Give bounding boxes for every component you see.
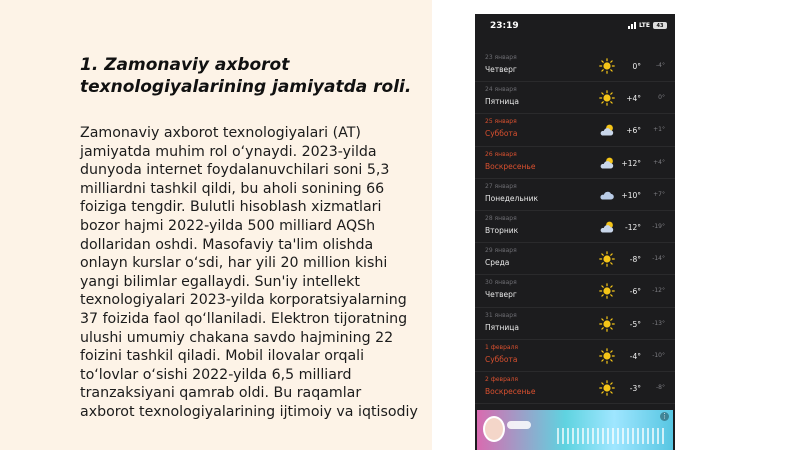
forecast-day: Воскресенье <box>485 161 536 171</box>
forecast-high: -4° <box>629 351 641 361</box>
status-icons <box>628 22 667 29</box>
partly-cloudy-icon <box>599 122 615 138</box>
forecast-high: -3° <box>629 383 641 393</box>
status-time: 23:19 <box>490 21 519 31</box>
forecast-date: 23 января <box>485 54 517 61</box>
forecast-high: -8° <box>629 255 641 265</box>
status-bar <box>475 14 675 38</box>
forecast-day: Понедельник <box>485 193 539 203</box>
forecast-low: -4° <box>656 62 665 69</box>
forecast-row[interactable] <box>475 50 675 82</box>
forecast-date: 1 февраля <box>485 343 519 351</box>
cloud-icon <box>599 187 615 203</box>
forecast-date: 29 января <box>485 247 517 255</box>
forecast-high: +12° <box>621 158 641 168</box>
sun-icon <box>599 251 615 267</box>
forecast-date: 30 января <box>485 279 517 287</box>
network-type: LTE <box>638 22 650 29</box>
forecast-row[interactable] <box>475 243 675 275</box>
forecast-date: 27 января <box>485 182 517 190</box>
forecast-day: Пятница <box>485 97 519 107</box>
forecast-low: -13° <box>652 319 665 327</box>
ad-avatar <box>483 416 505 442</box>
sun-icon <box>599 380 615 396</box>
forecast-date: 26 января <box>485 150 517 158</box>
forecast-high: -5° <box>629 319 641 329</box>
slide-body-text: Zamonaviy axborot texnologiyalari (AT) jamiyatda muhim rol o‘ynaydi. 2023-yilda dunyoda internet foydalanuvchilari soni 5,3 milliardni tashkil qildi, bu aholi sonining 66 foiziga tengdir. Bulutli hisoblash xizmatlari bozor hajmi 2022-yilda 500 milliard AQSh dollaridan oshdi. Masofaviy ta'lim olishda onlayn kurslar o‘sdi, har yili 20 million kishi yangi bilimlar egallaydi. Sun'iy intellekt texnologiyalari 2023-yilda korporatsiyalarning 37 foizida faol qo‘llaniladi. Elektron tijoratning ulushi umumiy chakana savdo hajmining 22 foizini tashkil qiladi. Mobil ilovalar orqali to‘lovlar o‘sishi 2022-yilda 6,5 milliard tranzaksiyani qamrab oldi. Bu raqamlar axborot texnologiyalarining ijtimoiy va iqtisodiy <box>80 125 418 420</box>
forecast-high: -6° <box>629 287 641 297</box>
forecast-day: Воскресенье <box>485 386 536 396</box>
forecast-day: Пятница <box>485 322 519 332</box>
forecast-row[interactable] <box>475 114 675 146</box>
forecast-low: -19° <box>652 222 665 230</box>
sun-icon <box>599 90 615 106</box>
more-options-icon[interactable]: ⋮ <box>661 412 668 420</box>
forecast-row[interactable] <box>475 179 675 211</box>
forecast-low: -10° <box>652 351 665 359</box>
forecast-date: 2 февраля <box>485 375 519 383</box>
forecast-row[interactable] <box>475 147 675 179</box>
ad-graphic <box>557 428 667 444</box>
forecast-high: +4° <box>626 94 641 104</box>
forecast-date: 24 января <box>485 86 517 94</box>
forecast-low: +7° <box>653 190 665 198</box>
battery-icon: 43 <box>653 22 667 29</box>
forecast-row[interactable] <box>475 308 675 340</box>
forecast-high: +6° <box>626 126 641 136</box>
slide-title: 1. Zamonaviy axborot texnologiyalarining jamiyatda roli. <box>80 55 412 97</box>
forecast-list <box>475 50 675 404</box>
forecast-day: Вторник <box>485 225 519 235</box>
sun-icon <box>599 348 615 364</box>
forecast-row[interactable] <box>475 275 675 307</box>
forecast-day: Четверг <box>485 65 517 74</box>
forecast-high: -12° <box>625 222 641 232</box>
forecast-date: 31 января <box>485 311 517 319</box>
sun-icon <box>599 283 615 299</box>
forecast-low: -12° <box>652 287 665 295</box>
forecast-high: +10° <box>621 190 641 200</box>
signal-icon <box>628 22 636 29</box>
forecast-low: +1° <box>653 126 665 134</box>
partly-cloudy-icon <box>599 219 615 235</box>
forecast-day: Среда <box>485 258 510 268</box>
forecast-day: Суббота <box>485 129 518 139</box>
forecast-row[interactable] <box>475 82 675 114</box>
forecast-low: -14° <box>652 255 665 263</box>
forecast-low: -8° <box>656 383 665 391</box>
forecast-row[interactable] <box>475 372 675 404</box>
forecast-low: +4° <box>653 158 665 166</box>
forecast-date: 25 января <box>485 118 517 126</box>
forecast-day: Четверг <box>485 290 517 300</box>
forecast-row[interactable] <box>475 340 675 372</box>
phone-screenshot <box>475 14 675 450</box>
ad-label-pill <box>507 421 531 429</box>
ad-banner[interactable] <box>477 410 673 450</box>
partly-cloudy-icon <box>599 155 615 171</box>
forecast-row[interactable] <box>475 211 675 243</box>
forecast-day: Суббота <box>485 354 518 364</box>
sun-icon <box>599 58 615 74</box>
forecast-high: 0° <box>632 62 641 71</box>
forecast-date: 28 января <box>485 214 517 222</box>
sun-icon <box>599 316 615 332</box>
forecast-low: 0° <box>658 94 665 102</box>
